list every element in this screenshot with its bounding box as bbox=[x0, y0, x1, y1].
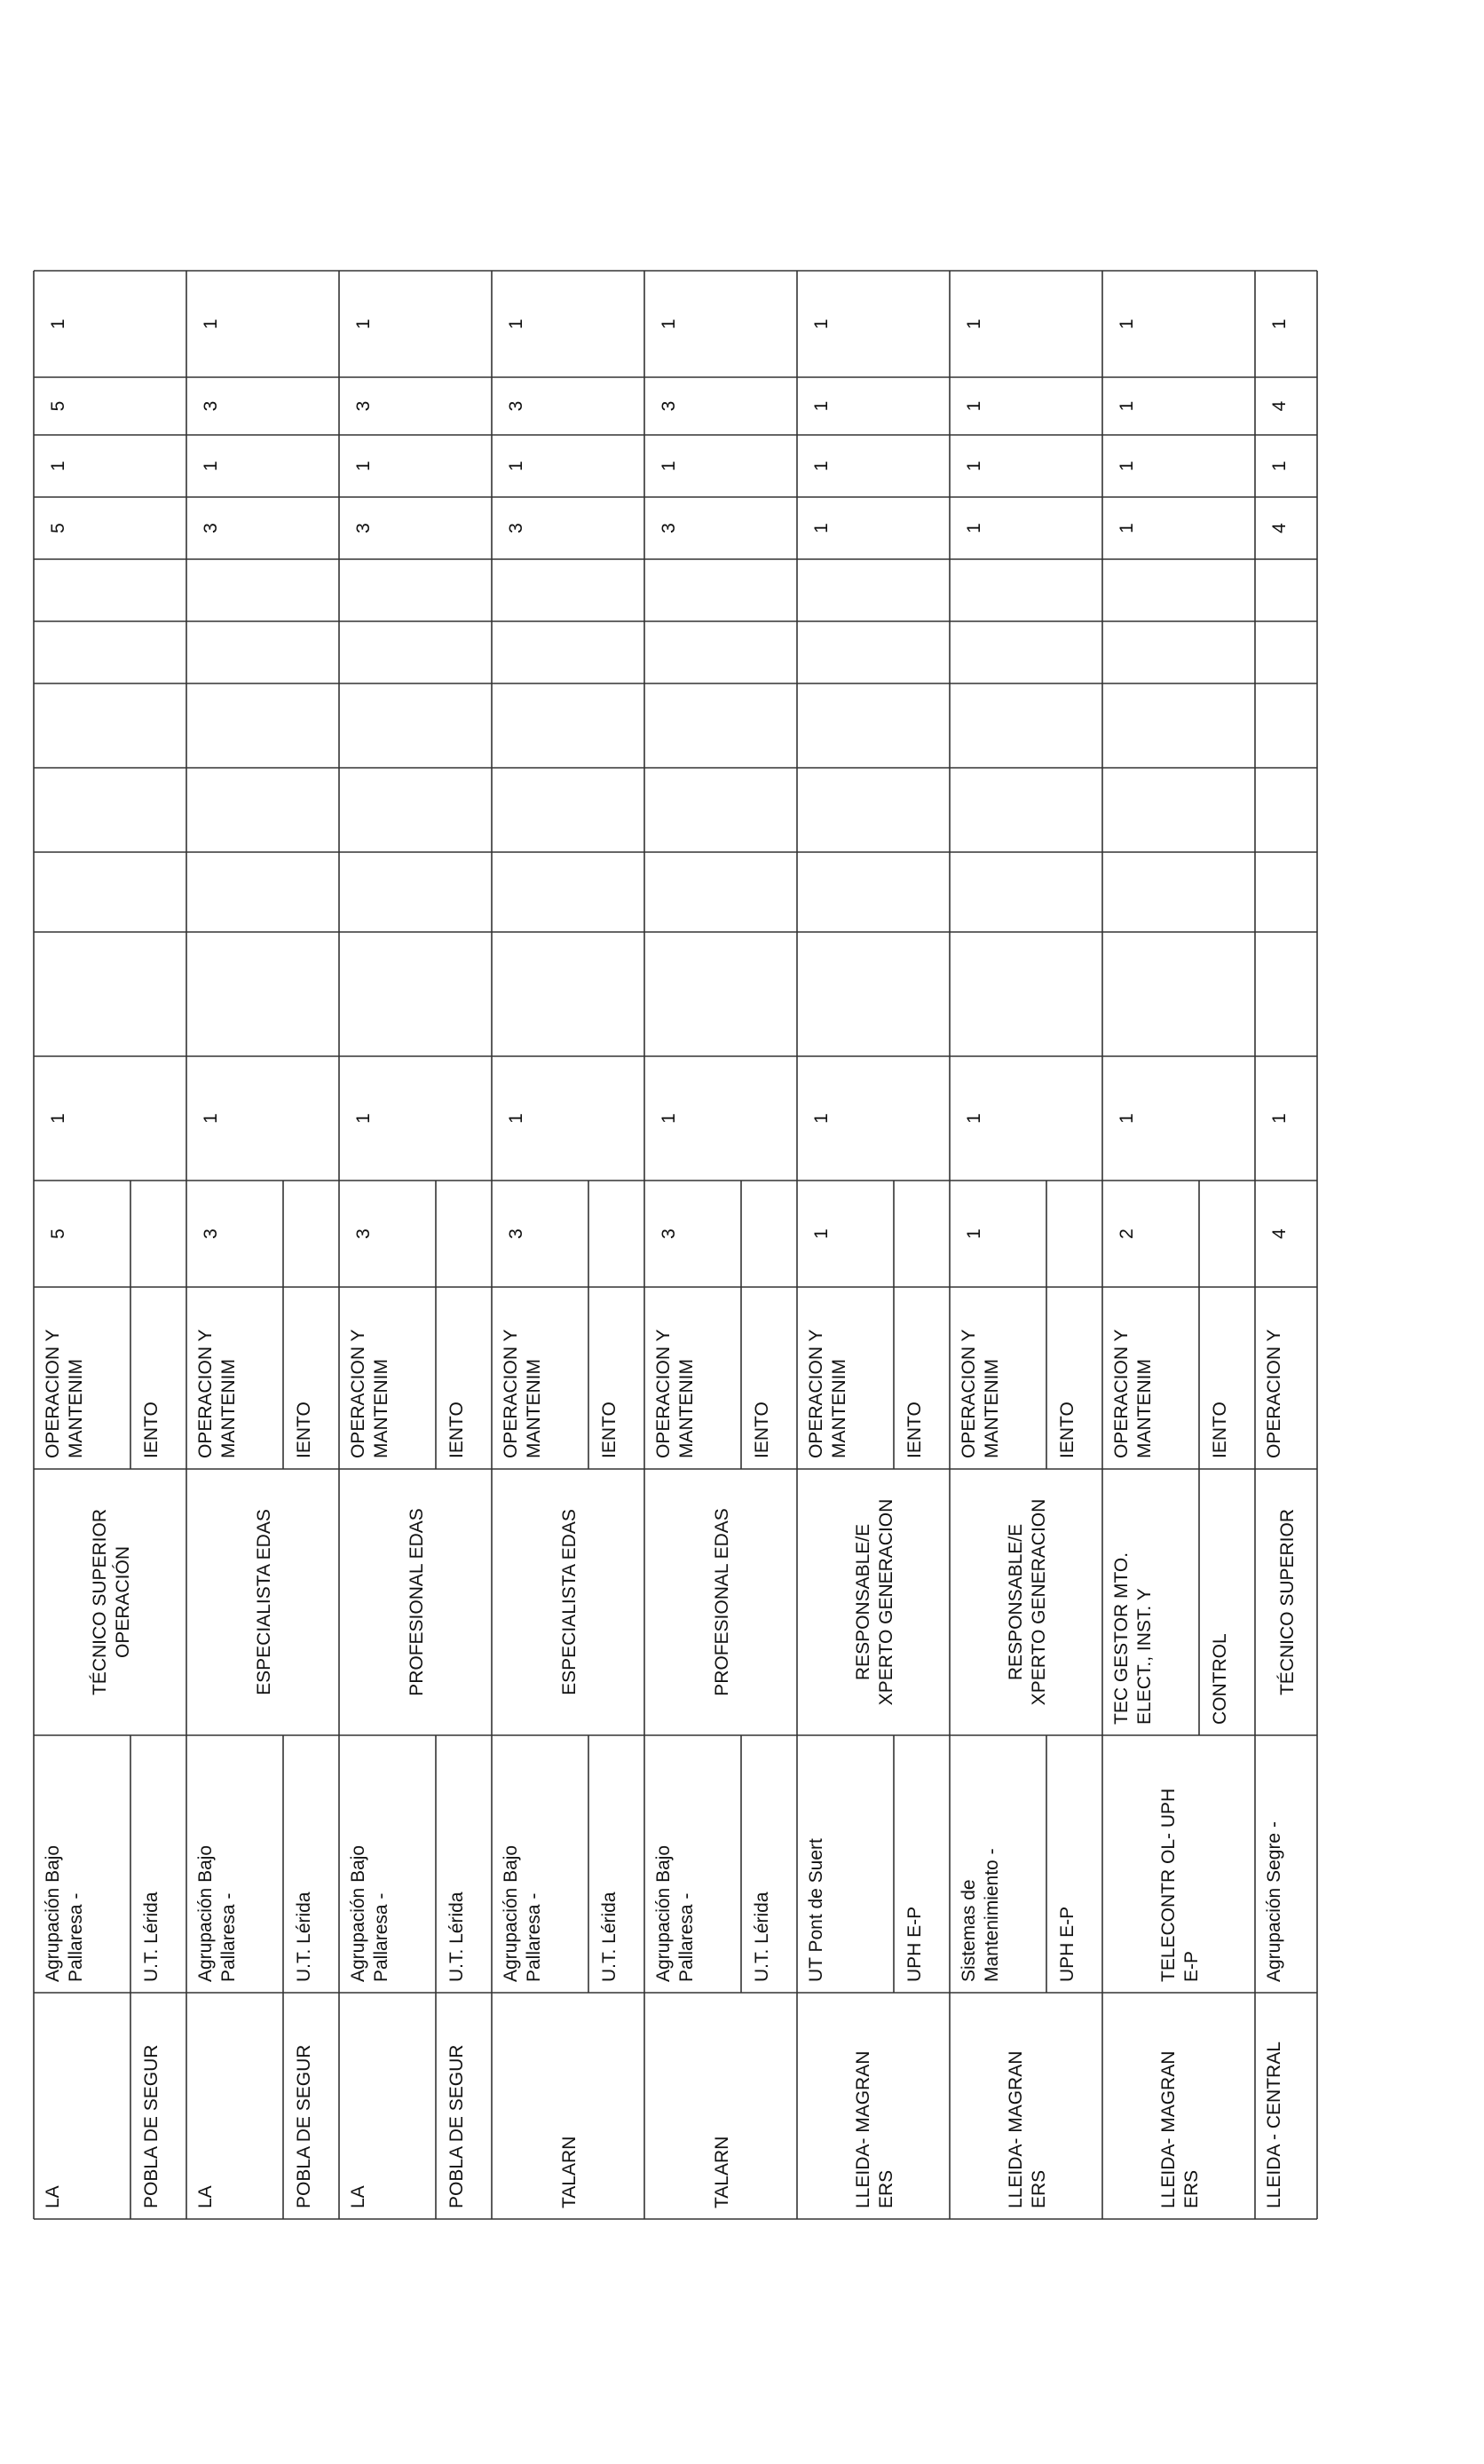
unit-cell: Sistemas de Mantenimiento - bbox=[959, 1848, 1002, 1982]
value-cell: 3 bbox=[353, 523, 374, 533]
value-cell: 1 bbox=[48, 461, 68, 471]
value-cell: 1 bbox=[659, 461, 679, 471]
value-cell: 1 bbox=[1269, 1113, 1290, 1124]
unit-cell: Agrupación Bajo Pallaresa - bbox=[501, 1844, 544, 1982]
unit-cell: Agrupación Bajo Pallaresa - bbox=[43, 1844, 86, 1982]
unit-cell: Agrupación Bajo Pallaresa - bbox=[348, 1844, 391, 1982]
value-cell: 4 bbox=[1269, 400, 1290, 412]
value-cell: 3 bbox=[353, 1228, 374, 1239]
area-cell: OPERACION Y MANTENIM bbox=[1111, 1329, 1155, 1458]
area-cell: OPERACION Y MANTENIM bbox=[348, 1329, 391, 1458]
area-cell: OPERACION Y MANTENIM bbox=[501, 1329, 544, 1458]
area-cell: OPERACION Y MANTENIM bbox=[959, 1329, 1002, 1458]
unit-cell: U.T. Lérida bbox=[752, 1891, 772, 1982]
value-cell: 1 bbox=[659, 1113, 679, 1124]
value-cell: 1 bbox=[353, 461, 374, 471]
location-cell: LLEIDA- MAGRAN ERS bbox=[1158, 2050, 1202, 2208]
area-cell: IENTO bbox=[141, 1402, 162, 1458]
unit-cell: TELECONTR OL- UPH E-P bbox=[1158, 1788, 1202, 1982]
value-cell: 1 bbox=[48, 1113, 68, 1124]
location-cell: LLEIDA- MAGRAN ERS bbox=[853, 2050, 896, 2208]
location-cell: POBLA DE SEGUR bbox=[141, 2044, 162, 2208]
value-cell: 1 bbox=[811, 1113, 832, 1124]
job-title-cell: TÉCNICO SUPERIOR bbox=[1277, 1508, 1298, 1696]
value-cell: 1 bbox=[1117, 400, 1137, 412]
location-cell: LLEIDA- MAGRAN ERS bbox=[1006, 2050, 1049, 2208]
area-cell: OPERACION Y MANTENIM bbox=[43, 1329, 86, 1458]
value-cell: 5 bbox=[48, 523, 68, 533]
job-title-cell: PROFESIONAL EDAS bbox=[407, 1508, 427, 1696]
value-cell: 3 bbox=[506, 1228, 526, 1239]
value-cell: 3 bbox=[201, 1228, 221, 1239]
value-cell: 1 bbox=[964, 1228, 984, 1239]
area-cell: OPERACION Y MANTENIM bbox=[806, 1329, 849, 1458]
value-cell: 1 bbox=[353, 1113, 374, 1124]
location-cell: TALARN bbox=[712, 2136, 732, 2208]
unit-cell: U.T. Lérida bbox=[599, 1891, 620, 1982]
value-cell: 1 bbox=[1117, 1113, 1137, 1124]
value-cell: 3 bbox=[659, 523, 679, 533]
area-cell: OPERACION Y bbox=[1264, 1329, 1284, 1458]
value-cell: 1 bbox=[1117, 461, 1137, 471]
job-title-cell: TÉCNICO SUPERIOR OPERACIÓN bbox=[90, 1508, 133, 1696]
value-cell: 3 bbox=[659, 400, 679, 412]
unit-cell: U.T. Lérida bbox=[141, 1891, 162, 1982]
location-cell: POBLA DE SEGUR bbox=[446, 2044, 467, 2208]
value-cell: 1 bbox=[48, 319, 68, 329]
value-cell: 1 bbox=[811, 1228, 832, 1239]
job-title-cell: ESPECIALISTA EDAS bbox=[254, 1509, 274, 1695]
value-cell: 2 bbox=[1117, 1228, 1137, 1239]
unit-cell: UPH E-P bbox=[904, 1906, 925, 1982]
area-cell: IENTO bbox=[1057, 1402, 1077, 1458]
value-cell: 3 bbox=[506, 523, 526, 533]
value-cell: 1 bbox=[811, 461, 832, 471]
location-cell: POBLA DE SEGUR bbox=[294, 2044, 314, 2208]
value-cell: 1 bbox=[964, 319, 984, 329]
location-cell: TALARN bbox=[559, 2136, 580, 2208]
value-cell: 1 bbox=[201, 461, 221, 471]
unit-cell: Agrupación Bajo Pallaresa - bbox=[653, 1844, 697, 1982]
area-cell: OPERACION Y MANTENIM bbox=[653, 1329, 697, 1458]
unit-cell: Agrupación Segre - bbox=[1264, 1821, 1284, 1982]
area-cell: IENTO bbox=[599, 1402, 620, 1458]
value-cell: 3 bbox=[201, 400, 221, 412]
value-cell: 1 bbox=[811, 319, 832, 329]
unit-cell: U.T. Lérida bbox=[446, 1891, 467, 1982]
value-cell: 1 bbox=[811, 523, 832, 533]
value-cell: 1 bbox=[964, 400, 984, 412]
area-cell: IENTO bbox=[1210, 1402, 1230, 1458]
value-cell: 5 bbox=[48, 1228, 68, 1239]
value-cell: 1 bbox=[964, 1113, 984, 1124]
value-cell: 1 bbox=[201, 319, 221, 329]
area-cell: IENTO bbox=[752, 1402, 772, 1458]
value-cell: 1 bbox=[659, 319, 679, 329]
value-cell: 3 bbox=[506, 400, 526, 412]
area-cell: IENTO bbox=[904, 1402, 925, 1458]
value-cell: 1 bbox=[1117, 319, 1137, 329]
area-cell: IENTO bbox=[446, 1402, 467, 1458]
value-cell: 1 bbox=[506, 319, 526, 329]
value-cell: 1 bbox=[964, 461, 984, 471]
value-cell: 1 bbox=[506, 461, 526, 471]
value-cell: 3 bbox=[353, 400, 374, 412]
location-cell: LA bbox=[348, 2185, 368, 2208]
value-cell: 1 bbox=[353, 319, 374, 329]
unit-cell: UT Pont de Suert bbox=[806, 1838, 826, 1982]
location-cell: LA bbox=[43, 2185, 63, 2208]
area-cell: OPERACION Y MANTENIM bbox=[195, 1329, 239, 1458]
value-cell: 1 bbox=[811, 400, 832, 412]
job-title-cell: RESPONSABLE/E XPERTO GENERACION bbox=[853, 1498, 896, 1706]
unit-cell: Agrupación Bajo Pallaresa - bbox=[195, 1844, 239, 1982]
value-cell: 1 bbox=[201, 1113, 221, 1124]
value-cell: 5 bbox=[48, 400, 68, 412]
value-cell: 1 bbox=[1269, 319, 1290, 329]
value-cell: 3 bbox=[659, 1228, 679, 1239]
location-cell: LLEIDA - CENTRAL bbox=[1264, 2041, 1284, 2208]
unit-cell: UPH E-P bbox=[1057, 1906, 1077, 1982]
value-cell: 3 bbox=[201, 523, 221, 533]
value-cell: 4 bbox=[1269, 1228, 1290, 1239]
job-title-cell: RESPONSABLE/E XPERTO GENERACION bbox=[1006, 1498, 1049, 1706]
value-cell: 1 bbox=[1269, 461, 1290, 471]
value-cell: 1 bbox=[964, 523, 984, 533]
value-cell: 1 bbox=[506, 1113, 526, 1124]
value-cell: 4 bbox=[1269, 523, 1290, 533]
job-title-cell: TEC GESTOR MTO. ELECT., INST. Y bbox=[1111, 1552, 1155, 1725]
location-cell: LA bbox=[195, 2185, 216, 2208]
value-cell: 1 bbox=[1117, 523, 1137, 533]
job-title-cell: CONTROL bbox=[1210, 1633, 1230, 1725]
area-cell: IENTO bbox=[294, 1402, 314, 1458]
job-title-cell: ESPECIALISTA EDAS bbox=[559, 1509, 580, 1695]
unit-cell: U.T. Lérida bbox=[294, 1891, 314, 1982]
job-title-cell: PROFESIONAL EDAS bbox=[712, 1508, 732, 1696]
